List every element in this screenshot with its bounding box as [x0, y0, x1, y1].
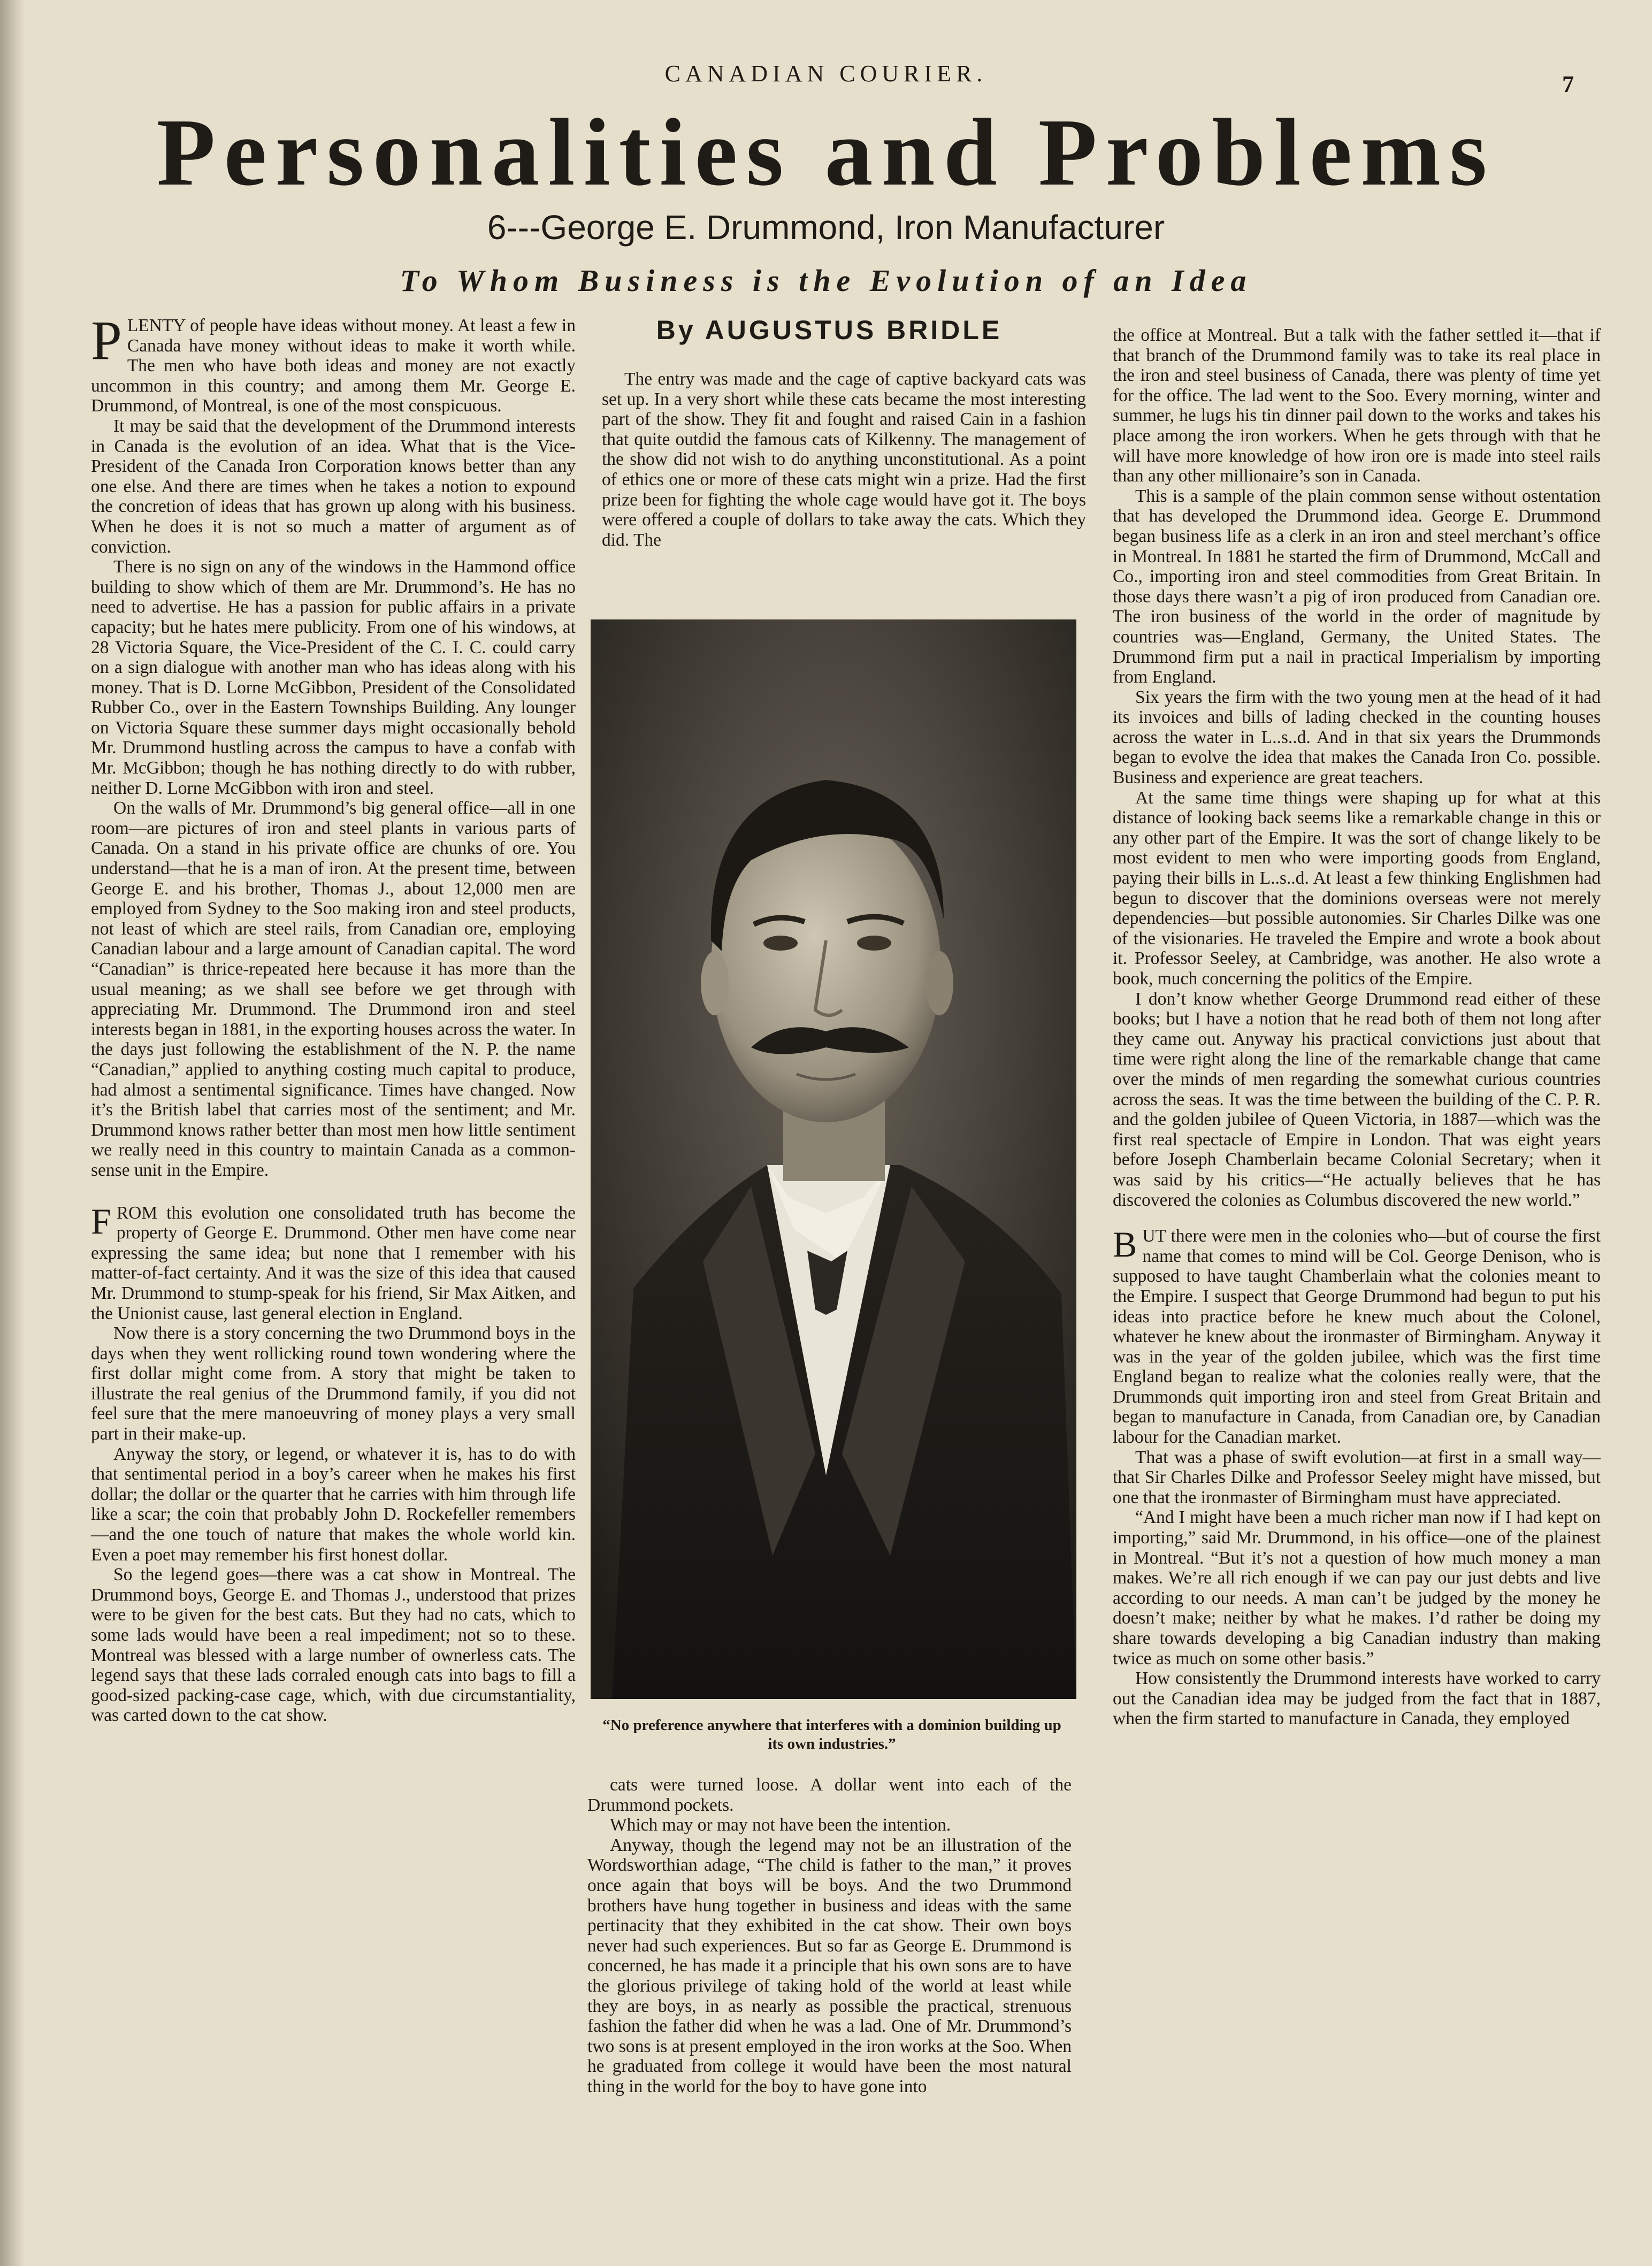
- portrait-photo: [591, 619, 1076, 1699]
- column-1: [91, 310, 576, 1726]
- photo-caption: “No preference anywhere that interferes with a dominion building up its own industries.”: [602, 1717, 1061, 1752]
- paragraph: Which may or may not have been the intention.: [610, 1815, 951, 1835]
- running-head: CANADIAN COURIER.: [664, 60, 988, 87]
- paragraph: PLENTY of people have ideas without money. At least a few in Canada have money without ideas to make it worth while. The men who have both ideas and money are not exactly uncommon in this country; and among them Mr. George E. Drummond, of Montreal, is one of the most conspicuous.: [91, 310, 576, 416]
- page-number: 7: [1562, 71, 1574, 97]
- paragraph: It may be said that the development of the Drummond interests in Canada is the evolution of an idea. What that is the Vice-President of the Canada Iron Corporation knows better than any one else. And there are times when he takes a notion to expound the concretion of ideas that has grown up along with his business. When he does it is not so much a matter of argument as of conviction.: [91, 416, 576, 557]
- paragraph: FROM this evolution one consolidated truth has become the property of George E. Drummond. Other men have come near expressing the same idea; but none that I remember with his matter-of-fact certainty. And it was the size of this idea that caused Mr. Drummond to stump-speak for his friend, Sir Max Aitken, and the Unionist cause, last general election in England.: [91, 1200, 576, 1323]
- paragraph: Anyway the story, or legend, or whatever it is, has to do with that sentimental period in a boy’s career when he makes his first dollar; the dollar or the quarter that he carries with him through life like a scar; the coin that probably John D. Rockefeller remembers—and the one touch of nature that makes the whole world kin. Even a poet may remember his first honest dollar.: [91, 1444, 576, 1565]
- paragraph: the office at Montreal. But a talk with the father settled it—that if that branch of the Drummond family was to take its real place in the iron and steel business of Canada, there was plenty of time yet for the office. The lad went to the Soo. Every morning, winter and summer, he lugs his tin dinner pail down to the works and takes his place among the iron workers. When he gets through with that he will have more knowledge of how iron ore is made into steel rails than any other millionaire’s son in Canada.: [1113, 325, 1601, 486]
- article-subtitle: 6---George E. Drummond, Iron Manufacturer: [487, 208, 1165, 247]
- paragraph: I don’t know whether George Drummond read either of these books; but I have a notion that he read both of them not long after they came out. Anyway his practical convictions just about that time were right along the line of the remarkable change that came over the minds of men regarding the somewhat curious countries across the seas. It was the time between the building of the C. P. R. and the golden jubilee of Queen Victoria, in 1887—which was the first real spectacle of Empire in London. That was eight years before Joseph Chamberlain became Colonial Secretary; when it was said by his critics—“He actually believes that he has discovered the colonies as Columbus discovered the new world.”: [1113, 989, 1601, 1210]
- paragraph: This is a sample of the plain common sense without ostentation that has developed the Drummond idea. George E. Drummond began business life as a clerk in an iron and steel merchant’s office in Montreal. In 1881 he started the firm of Drummond, McCall and Co., importing iron and steel commodities from Great Britain. In those days there wasn’t a pig of iron produced from Canadian ore. The iron business of the world in the order of magnitude by countries was—England, Germany, the United States. The Drummond firm put a nail in practical Imperialism by importing from England.: [1113, 486, 1601, 687]
- paragraph: cats were turned loose. A dollar went into each of the Drummond pockets.: [587, 1775, 1072, 1815]
- paragraph: Six years the firm with the two young men at the head of it had its invoices and bills of lading checked in the counting houses across the water in L..s..d. And in that six years the Drummonds began to evolve the idea that makes the Canada Iron Co. possible. Business and experience are great teachers.: [1113, 687, 1601, 788]
- column-2-bottom: [587, 1775, 1072, 2097]
- paragraph: “And I might have been a much richer man now if I had kept on importing,” said Mr. Drummond, in his office—one of the plainest in Montreal. “But it’s not a question of how much money a man makes. We’re all rich enough if we can pay our just debts and live according to our needs. A man can’t be judged by the money he doesn’t make; neither by what he makes. I’d rather be doing my share towards developing a big Canadian industry than making twice as much on some other basis.”: [1113, 1507, 1601, 1668]
- paragraph: How consistently the Drummond interests have worked to carry out the Canadian idea may be judged from the fact that in 1887, when the firm started to manufacture in Canada, they employed: [1113, 1668, 1601, 1729]
- drop-cap: B: [1113, 1224, 1137, 1265]
- page-binding-shadow: [0, 0, 25, 2266]
- paragraph: There is no sign on any of the windows in the Hammond office building to show which of them are Mr. Drummond’s. He has no need to advertise. He has a passion for public affairs in a private capacity; but he hates mere publicity. From one of his windows, at 28 Victoria Square, the Vice-President of the C. I. C. could carry on a sign dialogue with another man who has ideas along with his money. That is D. Lorne McGibbon, President of the Consolidated Rubber Co., over in the Eastern Townships Building. Any lounger on Victoria Square these summer days might occasionally behold Mr. Drummond hustling across the campus to have a confab with Mr. McGibbon; though he has nothing directly to do with rubber, neither D. Lorne McGibbon with iron and steel.: [91, 557, 576, 798]
- paragraph: Now there is a story concerning the two Drummond boys in the days when they went rollicking round town wondering where the first dollar might come from. A story that might be taken to illustrate the real genius of the Drummond family, if you did not feel sure that the mere manoeuvring of money plays a very small part in their make-up.: [91, 1323, 576, 1444]
- paragraph: BUT there were men in the colonies who—but of course the first name that comes to mind will be Col. George Denison, who is supposed to have taught Chamberlain what the colonies meant to the Empire. I suspect that George Drummond had begun to put his ideas into practice before he knew much about the Colonel, whatever he knew about the ironmaster of Birmingham. Anyway it was in the year of the golden jubilee, which was the first time England began to realize what the colonies really were, that the Drummonds quit importing iron and steel from Great Britain and began to manufacture in Canada, from Canadian ore, by Canadian labour for the Canadian market.: [1113, 1224, 1601, 1448]
- column-2-top: [602, 369, 1086, 550]
- paragraph: So the legend goes—there was a cat show in Montreal. The Drummond boys, George E. and Thomas J., understood that prizes were to be given for the best cats. But they had no cats, which to some lads would have been a real impediment; not so to these. Montreal was blessed with a large number of ownerless cats. The legend says that these lads corraled enough cats into bags to fill a good-sized packing-case cage, which, with due circumstantiality, was carted down to the cat show.: [91, 1565, 576, 1726]
- portrait-illustration: [591, 619, 1076, 1699]
- article-deck: To Whom Business is the Evolution of an Idea: [400, 263, 1252, 298]
- paragraph: Anyway, though the legend may not be an illustration of the Wordsworthian adage, “The child is father to the man,” it proves once again that boys will be boys. And the two Drummond brothers have hung together in business and ideas with the same pertinacity that they exhibited in the cat show. Their own boys never had such experiences. But so far as George E. Drummond is concerned, he has made it a principle that his own sons are to have the glorious privilege of taking hold of the world at least while they are boys, in as nearly as possible the practical, strenuous fashion the father did when he was a lad. One of Mr. Drummond’s two sons is at present employed in the iron works at the Soo. When he graduated from college it would have been the most natural thing in the world for the boy to have gone into: [587, 1835, 1072, 2096]
- drop-cap: P: [91, 310, 122, 371]
- paragraph: That was a phase of swift evolution—at first in a small way—that Sir Charles Dilke and Professor Seeley might have missed, but one that the ironmaster of Birmingham must have appreciated.: [1113, 1447, 1601, 1507]
- drop-cap: F: [91, 1200, 111, 1242]
- column-3: [1113, 325, 1601, 1729]
- byline: By AUGUSTUS BRIDLE: [656, 315, 1003, 345]
- paragraph: On the walls of Mr. Drummond’s big general office—all in one room—are pictures of iron and steel plants in various parts of Canada. On a stand in his private office are chunks of ore. You understand—that he is a man of iron. At the present time, between George E. and his brother, Thomas J., about 12,000 men are employed from Sydney to the Soo making iron and steel products, not least of which are steel rails, from Canadian ore, employing Canadian labour and a large amount of Canadian capital. The word “Canadian” is thrice-repeated here because it has more than the usual meaning; as we shall see before we get through with appreciating Mr. Drummond. The Drummond iron and steel interests began in 1881, in the exporting houses across the water. In the days just following the establishment of the N. P. the name “Canadian,” applied to anything costing much capital to produce, had almost a sentimental significance. Times have changed. Now it’s the British label that carries most of the sentiment; and Mr. Drummond knows rather better than most men how little sentiment we really need in this country to maintain Canada as a common-sense unit in the Empire.: [91, 798, 576, 1180]
- paragraph: The entry was made and the cage of captive backyard cats was set up. In a very short while these cats became the most interesting part of the show. They fit and fought and raised Cain in a fashion that quite outdid the famous cats of Kilkenny. The management of the show did not wish to do anything unconstitutional. As a point of ethics one or more of these cats might win a prize. Had the first prize been for fighting the whole cage would have got it. The boys were offered a couple of dollars to take away the cats. Which they did. The: [602, 369, 1086, 550]
- article-title: Personalities and Problems: [156, 99, 1496, 205]
- paragraph: At the same time things were shaping up for what at this distance of looking back seems like a remarkable change in this or any other part of the Empire. It was the sort of change likely to be most evident to men who were importing goods from England, paying their bills in L..s..d. At least a few thinking Englishmen had begun to discover that the dominions overseas were not merely dependencies—but possible autonomies. Sir Charles Dilke was one of the visionaries. He traveled the Empire and wrote a book about it. Professor Seeley, at Cambridge, was another. He also wrote a book, much concerning the politics of the Empire.: [1113, 787, 1601, 989]
